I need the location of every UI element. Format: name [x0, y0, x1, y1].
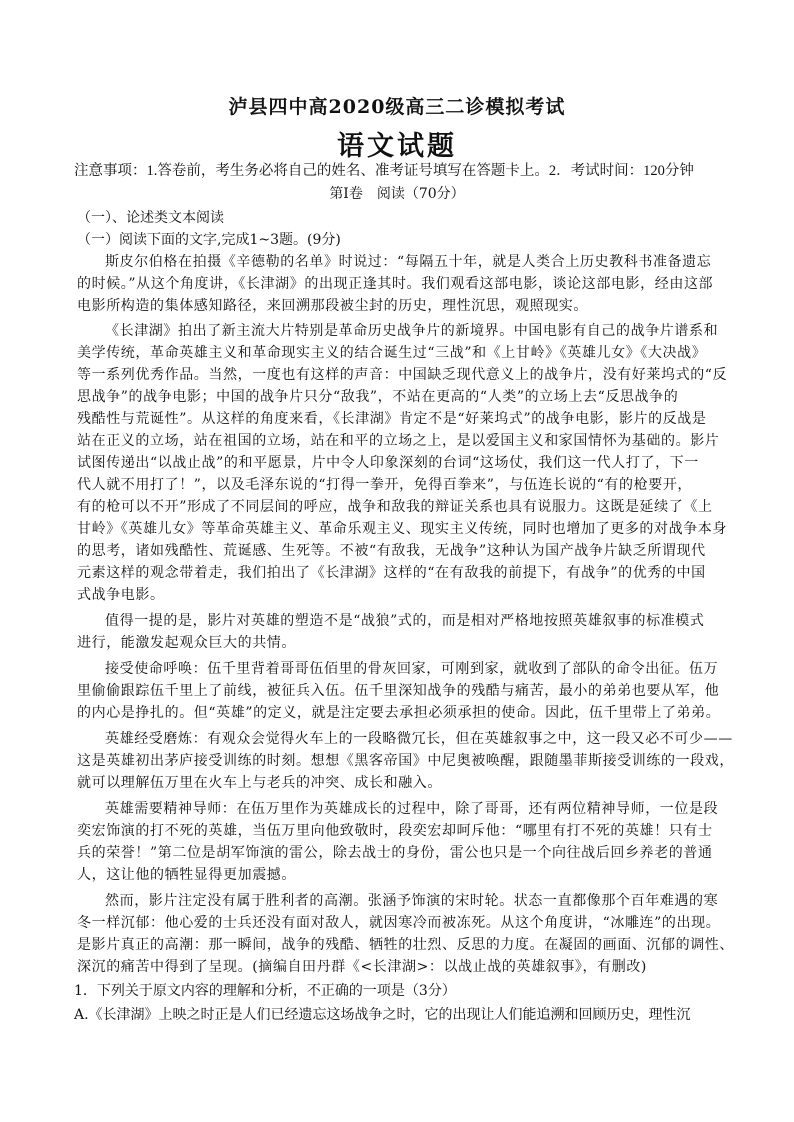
passage-line: 等一系列优秀作品。当然，一度也有这样的声音：中国缺乏现代意义上的战争片，没有好莱坞式的“反 — [77, 367, 728, 383]
passage-line: 有的枪可以不开”形成了不同层间的呼应，战争和敌我的辩证关系也具有说服力。这既是延续了《上 — [77, 499, 713, 515]
question-1-stem: 1．下列关于原文内容的理解和分析，不正确的一项是（3分） — [74, 983, 456, 999]
passage-line: 的思考，诸如残酷性、荒诞感、生死等。不被“有敌我，无战争”这种认为国产战争片缺乏所谓现代 — [77, 543, 706, 559]
passage-line: 就可以理解伍万里在火车上与老兵的冲突、成长和融入。 — [77, 775, 442, 791]
passage-line: 进行，能激发起观众巨大的共情。 — [77, 635, 296, 651]
section-heading: （一）、论述类文本阅读 — [77, 210, 224, 226]
instruction-text: （一）阅读下面的文字,完成1~3题。(9分) — [77, 232, 341, 248]
passage-line: 冬一样沉郁：他心爱的士兵还没有面对敌人，就因寒冷而被冻死。从这个角度讲，“冰雕连”的出现。 — [77, 915, 721, 931]
passage-line: 里偷偷跟踪伍千里上了前线，被征兵入伍。伍千里深知战争的残酷与痛苦，最小的弟弟也要从军，他 — [77, 683, 720, 699]
passage-line: 残酷性与荒诞性”。从这样的角度来看，《长津湖》肯定不是“好莱坞式”的战争电影，影片的反战是 — [77, 411, 707, 427]
passage-line: 《长津湖》拍出了新主流大片特别是革命历史战争片的新境界。中国电影有自己的战争片谱系和 — [105, 323, 719, 339]
passage-line: 思战争”的战争电影；中国的战争片只分“敌我”，不站在更高的“人类”的立场上去“反思战争的 — [77, 389, 679, 405]
passage-line: 是影片真正的高潮：那一瞬间，战争的残酷、牺牲的壮烈、反思的力度。在凝固的画面、沉郁的调性、 — [77, 937, 734, 953]
passage-line: 的内心是挣扎的。但“英雄”的定义，就是注定要去承担必须承担的使命。因此，伍千里带上了弟弟。 — [77, 705, 721, 721]
passage-line: 英雄需要精神导师：在伍万里作为英雄成长的过程中，除了哥哥，还有两位精神导师，一位是段 — [105, 801, 719, 817]
passage-line: 美学传统，革命英雄主义和革命现实主义的结合诞生过“三战”和《上甘岭》《英雄儿女》《大决战》 — [77, 345, 707, 361]
part-title: 第I卷 阅读（70分） — [329, 186, 465, 202]
passage-line: 兵的荣誉！”第二位是胡军饰演的雷公，除去战士的身份，雷公也只是一个向往战后回乡养老的普通 — [77, 845, 713, 861]
passage-line: 的时候。”从这个角度讲，《长津湖》的出现正逢其时。我们观看这部电影，谈论这部电影，经由这部 — [77, 276, 714, 292]
passage-line: 奕宏饰演的打不死的英雄，当伍万里向他致敬时，段奕宏却呵斥他：“哪里有打不死的英雄！只有士 — [77, 823, 713, 839]
passage-line: 深沉的痛苦中得到了呈现。(摘编自田丹群《<长津湖>：以战止战的英雄叙事》，有删改) — [77, 959, 647, 975]
exam-title: 泸县四中高2020级高三二诊模拟考试 — [228, 96, 566, 118]
passage-line: 式战争电影。 — [77, 587, 165, 603]
passage-line: 值得一提的是，影片对英雄的塑造不是“战狼”式的，而是相对严格地按照英雄叙事的标准模式 — [105, 613, 705, 629]
notice-text: 注意事项：1.答卷前，考生务必将自己的姓名、准考证号填写在答题卡上。2．考试时间：120分钟 — [74, 163, 694, 179]
passage-line: 接受使命呼唤：伍千里背着哥哥伍佰里的骨灰回家，可刚到家，就收到了部队的命令出征。伍万 — [105, 661, 719, 677]
passage-line: 站在正义的立场，站在祖国的立场，站在和平的立场之上，是以爱国主义和家国情怀为基础的。影片 — [77, 433, 720, 449]
question-1-option-a: A.《长津湖》上映之时正是人们已经遗忘这场战争之时，它的出现让人们能追溯和回顾历史，理性沉 — [74, 1007, 691, 1023]
passage-line: 元素这样的观念带着走，我们拍出了《长津湖》这样的“在有敌我的前提下，有战争”的优秀的中国 — [77, 565, 706, 581]
passage-line: 电影所构造的集体感知路径，来回溯那段被尘封的历史，理性沉思，观照现实。 — [77, 298, 588, 314]
passage-line: 这是英雄初出茅庐接受训练的时刻。想想《黑客帝国》中尼奥被唤醒，跟随墨菲斯接受训练的一段戏， — [77, 753, 734, 769]
passage-line: 英雄经受磨炼：有观众会觉得火车上的一段略微冗长，但在英雄叙事之中，这一段又必不可少—— — [105, 731, 733, 747]
passage-line: 斯皮尔伯格在拍摄《辛德勒的名单》时说过：“每隔五十年，就是人类合上历史教科书准备遗忘 — [105, 254, 712, 270]
passage-line: 代人就不用打了！”，以及毛泽东说的“打得一拳开，免得百拳来”，与伍连长说的“有的枪要开， — [77, 477, 693, 493]
subject-title: 语文试题 — [337, 131, 457, 162]
passage-line: 甘岭》《英雄儿女》等革命英雄主义、革命乐观主义、现实主义传统，同时也增加了更多的对战争本身 — [77, 521, 727, 537]
passage-line: 人，这让他的牺牲显得更加震撼。 — [77, 867, 296, 883]
passage-line: 然而，影片注定没有属于胜利者的高潮。张涵予饰演的宋时轮。状态一直都像那个百年难遇的寒 — [105, 893, 719, 909]
passage-line: 试图传递出“以战止战”的和平愿景，片中令人印象深刻的台词“这场仗，我们这一代人打了，下一 — [77, 455, 699, 471]
